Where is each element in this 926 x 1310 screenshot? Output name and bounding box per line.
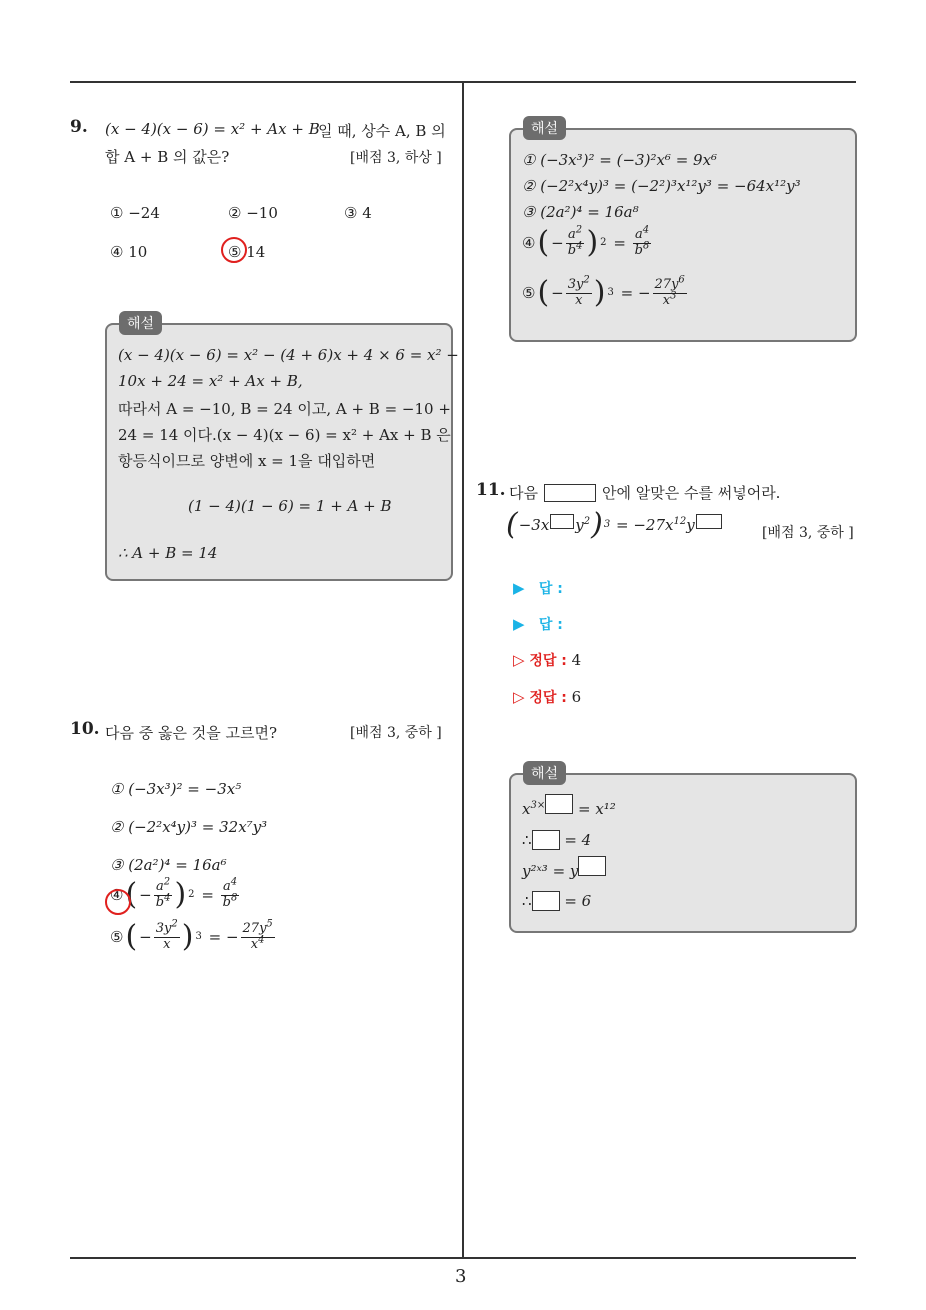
q11-number: 11.	[476, 480, 506, 500]
q11-solution-tag: 해설	[523, 761, 566, 785]
q10-solution-tag: 해설	[523, 116, 566, 140]
bottom-rule	[70, 1257, 856, 1259]
answer-arrow-icon: ▶	[513, 615, 525, 633]
q9-sol-line-7: ∴ A + B = 14	[118, 544, 218, 562]
q10-sol-line-5: ⑤ ( − $\frac{3y^2}{x}$ ) 3 = − $\frac{27y^6}{x^3}$	[522, 274, 685, 311]
correct-label: 정답 :	[529, 653, 567, 669]
correct-arrow-icon: ▷	[513, 651, 525, 669]
q10-sol-line-4-label: ④	[522, 234, 536, 253]
q9-meta: [배점 3, 하상 ]	[350, 150, 442, 166]
q10-sol-line-2: ② (−2²x⁴y)³ = (−2²)³x¹²y³ = −64x¹²y³	[522, 177, 801, 195]
correct-value-2: 6	[571, 688, 582, 706]
q11-meta: [배점 3, 중하 ]	[762, 525, 854, 541]
q11-correct-2	[513, 687, 581, 707]
q10-stem: 다음 중 옳은 것을 고르면?	[105, 724, 278, 742]
q9-choice-4[interactable]: ④ 10	[110, 243, 148, 261]
q10-answer-circle	[105, 889, 131, 915]
q10-choice-5-label: ⑤	[110, 928, 124, 947]
q10-meta: [배점 3, 중하 ]	[350, 725, 442, 741]
correct-label: 정답 :	[529, 690, 567, 706]
q9-sol-line-1: (x − 4)(x − 6) = x² − (4 + 6)x + 4 × 6 = x² −	[118, 346, 459, 364]
q9-number: 9.	[70, 117, 88, 137]
q9-stem-line2: 합 A + B 의 값은?	[105, 148, 230, 166]
answer-arrow-icon: ▶	[513, 579, 525, 597]
q11-stem-before: 다음	[509, 484, 538, 502]
correct-value-1: 4	[571, 651, 582, 669]
q9-sol-line-5: 항등식이므로 양변에 x = 1을 대입하면	[118, 452, 376, 470]
q11-sol-line-4: ∴ = 6	[522, 892, 592, 910]
q9-sol-line-3: 따라서 A = −10, B = 24 이고, A + B = −10 +	[118, 400, 451, 418]
q11-sol-line-1: $x^{3\times}$ = x¹²	[522, 800, 616, 818]
answer-label: 답 :	[538, 617, 563, 633]
q9-choice-3[interactable]: ③ 4	[344, 204, 372, 222]
q9-stem-text: 일 때, 상수 A, B 의	[318, 122, 446, 140]
q10-choice-1[interactable]: ① (−3x³)² = −3x⁵	[110, 780, 242, 798]
q11-sol-line-2: ∴ = 4	[522, 831, 592, 849]
q11-answer-1[interactable]	[513, 578, 563, 598]
q9-stem-math: (x − 4)(x − 6) = x² + Ax + B	[105, 120, 320, 138]
q10-choice-5[interactable]: ⑤ ( − $\frac{3y^2}{x}$ ) 3 = − $\frac{27y^5}{x^4}$	[110, 918, 273, 955]
correct-arrow-icon: ▷	[513, 688, 525, 706]
answer-label: 답 :	[538, 581, 563, 597]
q10-choice-4-label: ④	[110, 886, 124, 905]
q9-sol-line-2: 10x + 24 = x² + Ax + B,	[118, 372, 303, 390]
q9-answer-circle	[221, 237, 247, 263]
q11-stem	[509, 482, 780, 503]
q9-sol-line-6: (1 − 4)(1 − 6) = 1 + A + B	[188, 497, 392, 515]
q11-blank-box	[544, 484, 596, 502]
page-number: 3	[455, 1266, 467, 1287]
q10-sol-line-5-label: ⑤	[522, 284, 536, 303]
q10-choice-4[interactable]: ④ ( − $\frac{a^2}{b^4}$ ) 2 = $\frac{a^4}{b^8}$	[110, 876, 238, 913]
q10-choice-2[interactable]: ② (−2²x⁴y)³ = 32x⁷y³	[110, 818, 268, 836]
q9-solution-tag: 해설	[119, 311, 162, 335]
q11-answer-2[interactable]	[513, 614, 563, 634]
q10-sol-line-4: ④ ( − $\frac{a^2}{b^4}$ ) 2 = $\frac{a^4}{b^8}$	[522, 224, 650, 261]
q10-sol-line-1: ① (−3x³)² = (−3)²x⁶ = 9x⁶	[522, 151, 718, 169]
q9-sol-line-4: 24 = 14 이다.(x − 4)(x − 6) = x² + Ax + B 은	[118, 426, 451, 444]
q10-choice-3[interactable]: ③ (2a²)⁴ = 16a⁶	[110, 856, 227, 874]
q10-sol-line-3: ③ (2a²)⁴ = 16a⁸	[522, 203, 639, 221]
q11-sol-line-3: y²ˣ³ = y	[522, 862, 606, 880]
q9-choice-1[interactable]: ① −24	[110, 204, 160, 222]
column-divider	[462, 82, 464, 1258]
q9-choice-5[interactable]: ⑤ 14	[228, 243, 266, 261]
q10-number: 10.	[70, 719, 100, 739]
q11-stem-after: 안에 알맞은 수를 써넣어라.	[601, 484, 781, 502]
q9-choice-2[interactable]: ② −10	[228, 204, 278, 222]
q11-equation: ( −3x $y^2$ ) 3 = $-27x^{12}y$	[506, 510, 722, 540]
q11-correct-1	[513, 650, 581, 670]
